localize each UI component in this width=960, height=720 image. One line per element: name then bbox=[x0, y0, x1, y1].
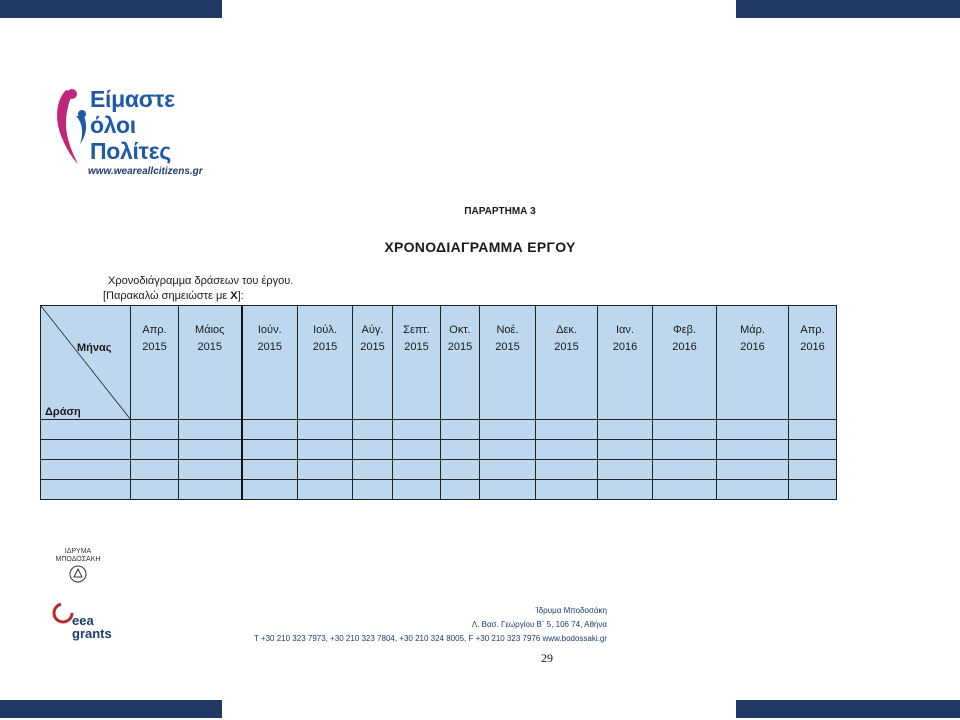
footer-contacts: T +30 210 323 7973, +30 210 323 7804, +30 210 324 8005, F +30 210 323 7976 www.bodossaki.gr bbox=[253, 634, 607, 643]
schedule-cell[interactable] bbox=[789, 480, 837, 500]
instruction-text bbox=[103, 290, 244, 302]
action-label: Δράση bbox=[45, 406, 81, 418]
schedule-cell[interactable] bbox=[353, 440, 393, 460]
top-left-bar bbox=[0, 0, 222, 18]
eea-grants-wordmark bbox=[72, 614, 112, 640]
foundation-logo-text: ΙΔΡΥΜΑ ΜΠΟΔΟΣΑΚΗ bbox=[55, 548, 101, 563]
schedule-cell[interactable] bbox=[393, 440, 441, 460]
schedule-cell[interactable] bbox=[298, 460, 353, 480]
schedule-cell[interactable] bbox=[353, 420, 393, 440]
schedule-cell[interactable] bbox=[353, 460, 393, 480]
schedule-cell[interactable] bbox=[653, 420, 717, 440]
schedule-cell[interactable] bbox=[598, 480, 653, 500]
schedule-cell[interactable] bbox=[298, 440, 353, 460]
top-right-bar bbox=[736, 0, 960, 18]
action-cell[interactable] bbox=[41, 460, 131, 480]
month-header: Μάρ. 2016 bbox=[717, 306, 789, 420]
schedule-cell[interactable] bbox=[480, 480, 536, 500]
eea-grants-emblem-icon bbox=[52, 602, 74, 624]
annex-label: ΠΑΡΑΡΤΗΜΑ 3 bbox=[464, 206, 536, 217]
logo-url: www.weareallcitizens.gr bbox=[88, 166, 203, 177]
schedule-cell[interactable] bbox=[131, 440, 179, 460]
schedule-cell[interactable] bbox=[717, 420, 789, 440]
schedule-cell[interactable] bbox=[441, 440, 480, 460]
month-label: Μήνας bbox=[77, 342, 112, 354]
month-header: Νοέ. 2015 bbox=[480, 306, 536, 420]
logo-line-2: όλοι bbox=[90, 112, 136, 138]
schedule-cell[interactable] bbox=[131, 480, 179, 500]
month-header: Οκτ. 2015 bbox=[441, 306, 480, 420]
table-row bbox=[41, 480, 837, 500]
schedule-cell[interactable] bbox=[717, 440, 789, 460]
page-number: 29 bbox=[541, 651, 553, 665]
schedule-cell[interactable] bbox=[179, 440, 242, 460]
schedule-cell[interactable] bbox=[598, 460, 653, 480]
footer-address: Λ. Βασ. Γεωργίου Β΄ 5, 106 74, Αθήνα bbox=[471, 620, 607, 629]
grants-word: grants bbox=[72, 626, 112, 641]
month-header: Ιούλ. 2015 bbox=[298, 306, 353, 420]
schedule-cell[interactable] bbox=[789, 420, 837, 440]
document-title: ΧΡΟΝΟΔΙΑΓΡΑΜΜΑ ΕΡΓΟΥ bbox=[384, 239, 576, 255]
schedule-cell[interactable] bbox=[242, 460, 298, 480]
schedule-cell[interactable] bbox=[653, 440, 717, 460]
schedule-cell[interactable] bbox=[393, 460, 441, 480]
schedule-cell[interactable] bbox=[717, 460, 789, 480]
schedule-cell[interactable] bbox=[441, 420, 480, 440]
month-header: Φεβ. 2016 bbox=[653, 306, 717, 420]
foundation-emblem-icon bbox=[68, 564, 88, 584]
schedule-cell[interactable] bbox=[653, 460, 717, 480]
schedule-cell[interactable] bbox=[353, 480, 393, 500]
schedule-cell[interactable] bbox=[393, 480, 441, 500]
schedule-cell[interactable] bbox=[179, 420, 242, 440]
bottom-right-bar bbox=[736, 700, 960, 718]
schedule-cell[interactable] bbox=[536, 420, 598, 440]
month-header: Μάιος 2015 bbox=[179, 306, 242, 420]
month-header: Σεπτ. 2015 bbox=[393, 306, 441, 420]
footer-contact-info bbox=[254, 604, 607, 646]
schedule-cell[interactable] bbox=[536, 480, 598, 500]
eea-grants-logo bbox=[52, 600, 122, 646]
month-header: Ιαν. 2016 bbox=[598, 306, 653, 420]
action-cell[interactable] bbox=[41, 440, 131, 460]
instruction-suffix: ]: bbox=[237, 290, 244, 302]
footer-org-name: Ίδρυμα Μποδοσάκη bbox=[535, 606, 607, 615]
schedule-cell[interactable] bbox=[298, 420, 353, 440]
instruction-mark: Χ bbox=[230, 290, 238, 302]
schedule-cell[interactable] bbox=[653, 480, 717, 500]
schedule-body bbox=[41, 420, 837, 500]
schedule-cell[interactable] bbox=[393, 420, 441, 440]
schedule-cell[interactable] bbox=[131, 460, 179, 480]
schedule-cell[interactable] bbox=[298, 480, 353, 500]
schedule-cell[interactable] bbox=[598, 440, 653, 460]
schedule-cell[interactable] bbox=[441, 460, 480, 480]
month-header: Ιούν. 2015 bbox=[242, 306, 298, 420]
eea-word: eea bbox=[72, 613, 94, 628]
header-row bbox=[41, 306, 837, 420]
schedule-cell[interactable] bbox=[789, 460, 837, 480]
schedule-cell[interactable] bbox=[536, 440, 598, 460]
month-header: Απρ. 2015 bbox=[131, 306, 179, 420]
schedule-cell[interactable] bbox=[179, 460, 242, 480]
schedule-cell[interactable] bbox=[789, 440, 837, 460]
schedule-cell[interactable] bbox=[480, 460, 536, 480]
schedule-cell[interactable] bbox=[536, 460, 598, 480]
schedule-cell[interactable] bbox=[480, 440, 536, 460]
schedule-cell[interactable] bbox=[717, 480, 789, 500]
schedule-cell[interactable] bbox=[598, 420, 653, 440]
logo-wordmark bbox=[90, 86, 175, 164]
schedule-cell[interactable] bbox=[179, 480, 242, 500]
month-header: Απρ. 2016 bbox=[789, 306, 837, 420]
logo-line-1: Είμαστε bbox=[90, 86, 175, 112]
month-header: Αύγ. 2015 bbox=[353, 306, 393, 420]
table-row bbox=[41, 440, 837, 460]
bottom-left-bar bbox=[0, 700, 222, 718]
action-cell[interactable] bbox=[41, 420, 131, 440]
intro-text: Χρονοδιάγραμμα δράσεων του έργου. bbox=[108, 275, 294, 287]
month-header: Δεκ. 2015 bbox=[536, 306, 598, 420]
schedule-cell[interactable] bbox=[441, 480, 480, 500]
table-row bbox=[41, 420, 837, 440]
instruction-prefix: [Παρακαλώ σημειώστε με bbox=[103, 290, 231, 302]
schedule-cell[interactable] bbox=[242, 420, 298, 440]
logo-line-3: Πολίτες bbox=[90, 138, 171, 164]
corner-cell bbox=[41, 306, 131, 420]
schedule-cell[interactable] bbox=[480, 420, 536, 440]
weareallcitizens-logo bbox=[52, 86, 232, 186]
bodossaki-foundation-logo bbox=[52, 548, 104, 587]
table-row bbox=[41, 460, 837, 480]
schedule-cell[interactable] bbox=[131, 420, 179, 440]
diagonal-divider bbox=[41, 306, 131, 420]
citizens-figure-icon bbox=[52, 86, 92, 166]
schedule-cell[interactable] bbox=[242, 440, 298, 460]
schedule-cell[interactable] bbox=[242, 480, 298, 500]
schedule-table bbox=[40, 305, 837, 500]
action-cell[interactable] bbox=[41, 480, 131, 500]
